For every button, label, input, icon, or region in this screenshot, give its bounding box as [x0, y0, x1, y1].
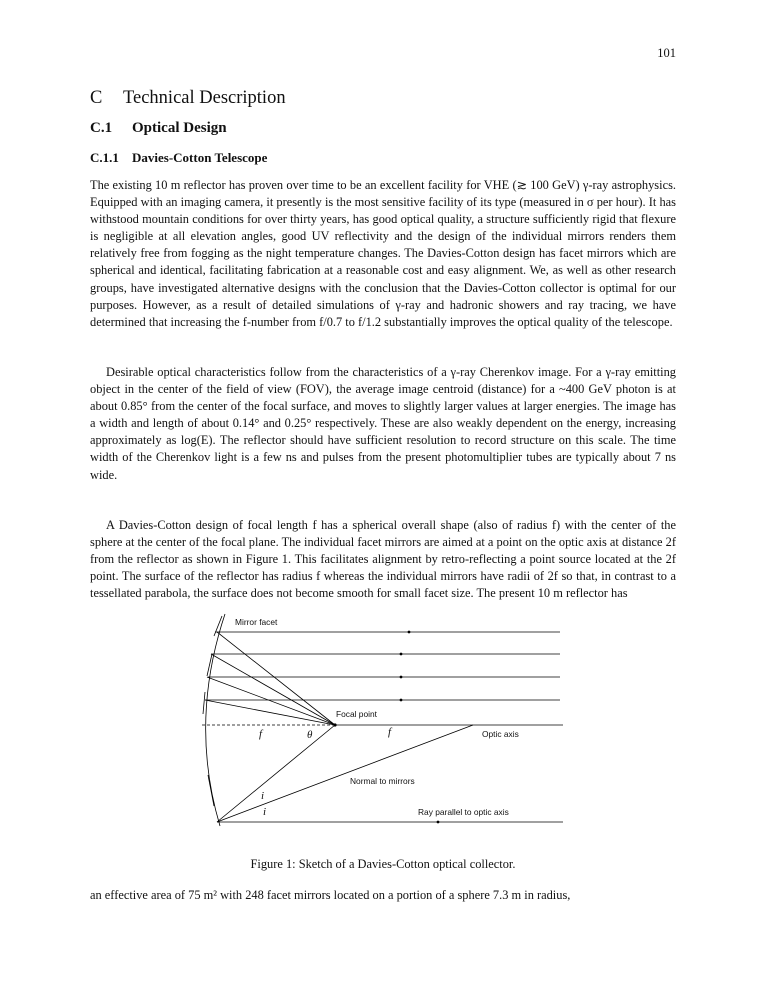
mirror-facet-label: Mirror facet [235, 617, 278, 627]
normal-to-mirrors-label: Normal to mirrors [350, 776, 415, 786]
theta-angle-label: θ [307, 729, 313, 741]
mirror-facet-4 [208, 775, 214, 806]
optic-axis-label: Optic axis [482, 729, 519, 739]
reflected-ray-1 [217, 632, 335, 725]
incidence-angle-upper: i [261, 790, 265, 802]
figure-caption: Figure 1: Sketch of a Davies-Cotton optical collector. [250, 857, 516, 871]
incidence-angle-lower: i [263, 806, 267, 818]
mirror-facet-3 [203, 692, 205, 714]
ray-marker-4 [400, 699, 403, 702]
ray-marker-lower [437, 821, 440, 824]
paragraph-3: A Davies-Cotton design of focal length f has a spherical overall shape (also of radius f) with the center of the sphere at the center of the focal plane. The individual facet mirrors are aimed at a point on the optic axis at distance 2f from the reflector as shown in Figure 1. This facilitates alignment by retro-reflecting a point source located at the 2f point. The surface of the reflector has radius f whereas the individual mirrors have radii of 2f so that, in contrast to a tessellated parabola, the surface does not become smooth for small facet size. The present 10 m reflector has [90, 518, 676, 601]
focal-length-f-right: f [388, 726, 392, 738]
reflected-ray-2 [211, 654, 335, 725]
reflected-ray-lower [217, 725, 335, 822]
page-number: 101 [657, 46, 676, 60]
reflected-ray-3 [207, 677, 335, 725]
ray-marker-2 [400, 653, 403, 656]
subsection-heading [90, 120, 227, 137]
reflector-arc [206, 614, 225, 826]
section-number: C [90, 88, 103, 108]
focal-point-dot [333, 723, 336, 726]
focal-length-f-left: f [259, 728, 263, 740]
subsubsection-heading [90, 150, 267, 166]
paragraph-1: The existing 10 m reflector has proven over time to be an excellent facility for VHE (≳ 100 GeV) γ-ray astrophysics. Equipped with an imaging camera, it presently is the most sensitive facility of its type (measured in σ per hour). It has withstood mountain conditions for over thirty years, has good optical quality, a structure sufficiently rigid that flexure is negligible at all elevation angles, good UV reflectivity and the design of the individual mirrors renders them relatively free from fogging as the night temperature changes. The Davies-Cotton design has facet mirrors which are spherical and identical, facilitating fabrication at a reasonable cost and easy alignment. We, as well as other research groups, have investigated alternative designs with the conclusion that the Davies-Cotton collector is optimal for our purposes. However, as a result of detailed simulations of γ-ray and hadronic showers and ray tracing, we have determined that increasing the f-number from f/0.7 to f/1.2 substantially improves the optical quality of the telescope. [90, 178, 676, 329]
davies-cotton-figure [195, 610, 575, 850]
subsection-title: Optical Design [132, 120, 227, 136]
paragraph-4: an effective area of 75 m² with 248 facet mirrors located on a portion of a sphere 7.3 m in radius, [90, 888, 571, 902]
ray-parallel-label: Ray parallel to optic axis [418, 807, 509, 817]
subsection-number: C.1 [90, 120, 113, 136]
ray-marker-3 [400, 676, 403, 679]
ray-marker-1 [408, 631, 411, 634]
subsubsection-title: Davies-Cotton Telescope [132, 150, 268, 165]
subsubsection-number: C.1.1 [90, 150, 119, 165]
mirror-facet-2 [207, 654, 212, 676]
focal-point-label: Focal point [336, 709, 377, 719]
section-heading [90, 88, 286, 109]
section-title: Technical Description [123, 88, 286, 108]
paragraph-2: Desirable optical characteristics follow from the characteristics of a γ-ray Cherenkov image. For a γ-ray emitting object in the center of the field of view (FOV), the average image centroid (distance) for a ~400 GeV photon is at about 0.85° from the center of the focal surface, and moves to slightly larger values at larger energies. The image has a width and length of about 0.14° and 0.25° respectively. These are also weakly dependent on the energy, increasing approximately as log(E). The reflector should have sufficient resolution to record structure on this scale. The time width of the Cherenkov light is a few ns and pulses from the present photomultiplier tubes are typically about 7 ns wide. [90, 365, 676, 482]
reflected-ray-4 [205, 700, 335, 725]
